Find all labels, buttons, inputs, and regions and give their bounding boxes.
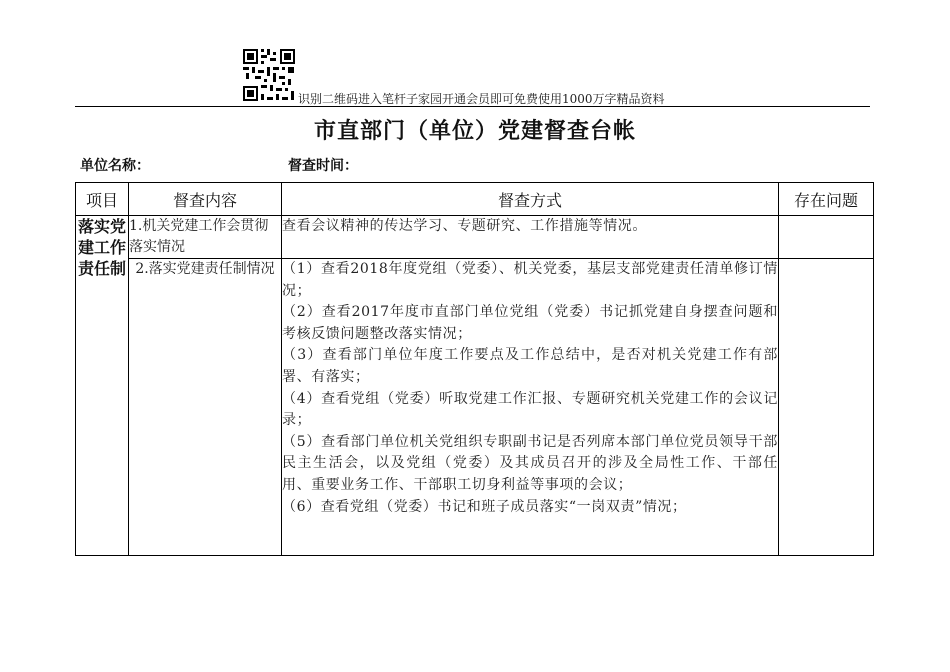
method-line: （1）查看2018年度党组（党委）、机关党委，基层支部党建责任清单修订情况； [282, 261, 778, 299]
method-line: （4）查看党组（党委）听取党建工作汇报、专题研究机关党建工作的会议记录； [282, 390, 778, 429]
method-line: （2）查看2017年度市直部门单位党组（党委）书记抓党建自身摆查问题和考核反馈问题整改落实情况； [282, 304, 778, 342]
header-content: 督查内容 [129, 183, 282, 216]
header-divider [75, 106, 870, 107]
issue-cell [779, 216, 874, 259]
table-row [76, 259, 874, 556]
method-line: （5）查看部门单位机关党组织专职副书记是否列席本部门单位党员领导干部民主生活会，以及党组（党委）及其成员召开的涉及全局性工作、干部任用、重要业务工作、干部职工切身利益等事项的会议； [282, 433, 778, 493]
page-title: 市直部门（单位）党建督查台帐 [313, 118, 636, 144]
header-promo-note: 识别二维码进入笔杆子家园开通会员即可免费使用1000万字精品资料 [298, 92, 665, 106]
unit-name-label: 单位名称： [80, 158, 150, 174]
project-cell: 落实党建工作责任制 [76, 216, 129, 556]
inspection-ledger-table [75, 182, 874, 556]
method-line: （3）查看部门单位年度工作要点及工作总结中，是否对机关党建工作有部署、有落实； [282, 347, 778, 385]
header-method: 督查方式 [282, 183, 779, 216]
header-project: 项目 [76, 183, 129, 216]
qr-code-icon [242, 48, 296, 102]
issue-cell [779, 259, 874, 556]
header-issues: 存在问题 [779, 183, 874, 216]
table-row [76, 216, 874, 259]
method-line: 查看会议精神的传达学习、专题研究、工作措施等情况。 [282, 218, 647, 234]
method-line: （6）查看党组（党委）书记和班子成员落实“一岗双责”情况； [282, 498, 687, 515]
table-header-row [76, 183, 874, 216]
method-cell [282, 259, 779, 556]
content-cell: 2.落实党建责任制情况 [129, 259, 282, 556]
method-cell [282, 216, 779, 259]
inspection-time-label: 督查时间： [288, 158, 358, 174]
content-cell: 1.机关党建工作会贯彻落实情况 [129, 216, 282, 259]
